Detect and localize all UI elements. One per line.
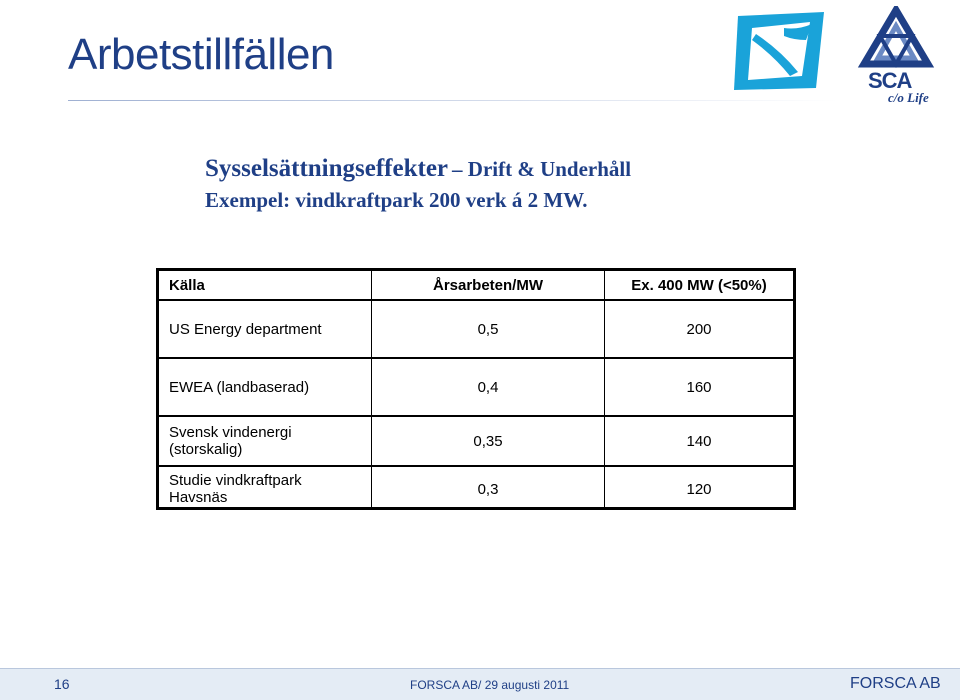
table-row xyxy=(158,466,795,509)
cell-man-years: 0,3 xyxy=(372,466,605,509)
slide-title: Arbetstillfällen xyxy=(68,30,334,79)
sca-logo-text: SCA xyxy=(868,68,912,93)
slide-footer xyxy=(0,668,960,700)
footer-date: FORSCA AB/ 29 augusti 2011 xyxy=(410,678,570,692)
title-divider xyxy=(68,100,838,101)
cell-man-years: 0,4 xyxy=(372,358,605,416)
cell-source: EWEA (landbaserad) xyxy=(158,358,372,416)
cell-man-years: 0,5 xyxy=(372,300,605,358)
page-number: 16 xyxy=(54,676,70,692)
cell-man-years: 0,35 xyxy=(372,416,605,466)
table-header-row xyxy=(158,270,795,301)
header-man-years: Årsarbeten/MW xyxy=(372,270,605,301)
cell-source: Svensk vindenergi (storskalig) xyxy=(158,416,372,466)
slide-subtitle xyxy=(205,154,631,215)
cell-example: 140 xyxy=(605,416,795,466)
employment-table xyxy=(156,268,796,510)
table-row xyxy=(158,300,795,358)
footer-company: FORSCA AB xyxy=(850,675,941,692)
cell-example: 200 xyxy=(605,300,795,358)
subtitle-line-1 xyxy=(205,154,631,186)
cell-example: 160 xyxy=(605,358,795,416)
subtitle-main: Sysselsättningseffekter xyxy=(205,155,449,182)
cell-example: 120 xyxy=(605,466,795,509)
table-row xyxy=(158,416,795,466)
subtitle-rest: – Drift & Underhåll xyxy=(452,157,632,181)
cell-source: Studie vindkraftpark Havsnäs xyxy=(158,466,372,509)
table-row xyxy=(158,358,795,416)
cell-source: US Energy department xyxy=(158,300,372,358)
organization-logo-icon xyxy=(732,10,830,94)
header-example: Ex. 400 MW (<50%) xyxy=(605,270,795,301)
subtitle-line-2: Exempel: vindkraftpark 200 verk á 2 MW. xyxy=(205,188,588,212)
sca-logo-tagline: c/o Life xyxy=(888,90,929,105)
header-source: Källa xyxy=(158,270,372,301)
